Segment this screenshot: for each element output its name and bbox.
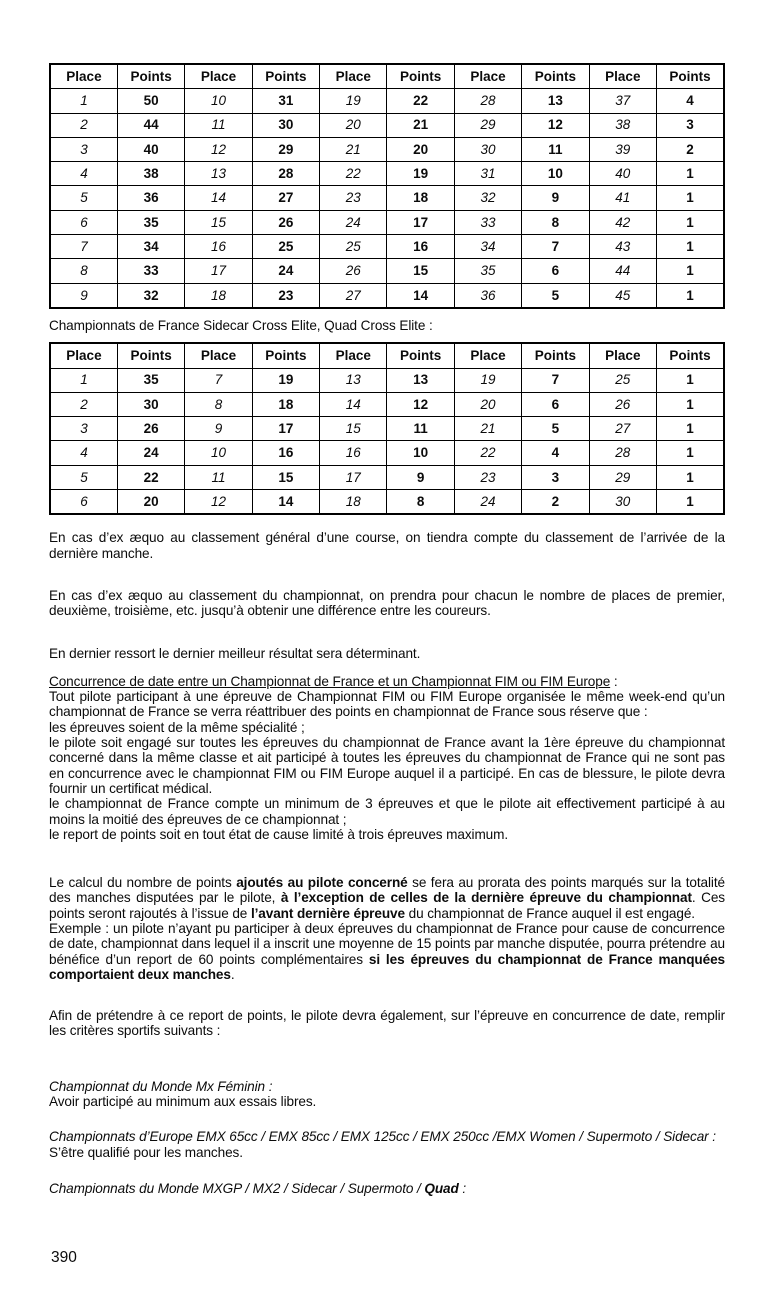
emx-criterion: S’être qualifié pour les manches. (49, 1144, 243, 1160)
paragraph-exaequo-championnat: En cas d’ex æquo au classement du championnat, on prendra pour chacun le nombre de places de premier, deuxième, troisième, etc. jusqu’à obtenir une différence entre les coureurs. (49, 587, 725, 619)
place-cell: 39 (589, 137, 656, 161)
points-cell: 50 (117, 89, 184, 113)
place-cell: 45 (589, 283, 656, 308)
points-cell: 9 (522, 186, 589, 210)
table-row (50, 89, 724, 113)
column-header: Points (252, 343, 319, 368)
table-row (50, 113, 724, 137)
points-cell: 17 (387, 210, 454, 234)
points-cell: 23 (252, 283, 319, 308)
place-cell: 11 (185, 113, 252, 137)
concurrence-clause: le report de points soit en tout état de cause limité à trois épreuves maximum. (49, 826, 509, 842)
place-cell: 25 (589, 368, 656, 392)
points-cell: 1 (657, 210, 724, 234)
text-run: l’avant dernière épreuve (250, 905, 405, 921)
place-cell: 15 (185, 210, 252, 234)
mxgp-title (49, 1181, 725, 1196)
points-cell: 38 (117, 162, 184, 186)
points-cell: 2 (657, 137, 724, 161)
emx-title: Championnats d’Europe EMX 65cc / EMX 85cc / EMX 125cc / EMX 250cc /EMX Women / Supermoto / Sidecar : (49, 1129, 716, 1145)
place-cell: 8 (50, 259, 117, 283)
points-cell: 22 (117, 465, 184, 489)
place-cell: 1 (50, 368, 117, 392)
text-run: Concurrence de date entre un Championnat de France et un Championnat FIM ou FIM Europe (49, 673, 611, 689)
points-cell: 22 (387, 89, 454, 113)
place-cell: 3 (50, 417, 117, 441)
points-cell: 10 (522, 162, 589, 186)
place-cell: 24 (320, 210, 387, 234)
points-cell: 8 (387, 490, 454, 515)
points-cell: 3 (657, 113, 724, 137)
points-cell: 6 (522, 259, 589, 283)
column-header: Points (657, 343, 724, 368)
paragraph-calcul (49, 875, 725, 921)
points-cell: 11 (522, 137, 589, 161)
place-cell: 41 (589, 186, 656, 210)
text-run: si les épreuves du championnat de France manquées comportaient deux manches (49, 951, 725, 982)
paragraph-exemple (49, 921, 725, 982)
text-run: : (610, 673, 618, 689)
column-header: Points (252, 64, 319, 89)
place-cell: 35 (454, 259, 521, 283)
points-cell: 18 (252, 392, 319, 416)
points-cell: 13 (387, 368, 454, 392)
points-cell: 1 (657, 259, 724, 283)
section-calcul-points (49, 875, 725, 982)
place-cell: 42 (589, 210, 656, 234)
points-cell: 18 (387, 186, 454, 210)
paragraph-dernier-ressort: En dernier ressort le dernier meilleur résultat sera déterminant. (49, 645, 421, 661)
group-mx-feminin (49, 1079, 725, 1110)
column-header: Points (522, 343, 589, 368)
points-cell: 26 (252, 210, 319, 234)
place-cell: 3 (50, 137, 117, 161)
page-number: 390 (51, 1249, 77, 1266)
text-run: : (458, 1180, 467, 1196)
points-cell: 12 (387, 392, 454, 416)
points-cell: 13 (522, 89, 589, 113)
place-cell: 37 (589, 89, 656, 113)
points-cell: 9 (387, 465, 454, 489)
points-cell: 19 (252, 368, 319, 392)
text-run: Quad (424, 1180, 459, 1196)
points-cell: 8 (522, 210, 589, 234)
paragraph-afin: Afin de prétendre à ce report de points, le pilote devra également, sur l’épreuve en concurrence de date, remplir les critères sportifs suivants : (49, 1008, 725, 1039)
place-cell: 17 (185, 259, 252, 283)
table-row (50, 465, 724, 489)
points-cell: 1 (657, 162, 724, 186)
points-cell: 26 (117, 417, 184, 441)
place-cell: 10 (185, 89, 252, 113)
points-cell: 29 (252, 137, 319, 161)
place-cell: 5 (50, 465, 117, 489)
column-header: Place (454, 343, 521, 368)
place-cell: 18 (185, 283, 252, 308)
points-cell: 44 (117, 113, 184, 137)
place-cell: 24 (454, 490, 521, 515)
column-header: Place (50, 64, 117, 89)
place-cell: 38 (589, 113, 656, 137)
table-row (50, 392, 724, 416)
points-cell: 17 (252, 417, 319, 441)
section-heading-concurrence (49, 674, 725, 689)
place-cell: 11 (185, 465, 252, 489)
place-cell: 13 (320, 368, 387, 392)
column-header: Place (589, 343, 656, 368)
points-cell: 30 (117, 392, 184, 416)
place-cell: 4 (50, 441, 117, 465)
points-cell: 4 (522, 441, 589, 465)
place-cell: 16 (320, 441, 387, 465)
column-header: Place (320, 343, 387, 368)
points-cell: 1 (657, 392, 724, 416)
concurrence-clause: le pilote soit engagé sur toutes les épreuves du championnat de France avant la 1ère épreuve du championnat concerné dans la même classe et ait participé à toutes les épreuves du championnat de France qui ne sont pas en concurrence avec le championnat FIM ou FIM Europe auquel il a participé. En cas de blessure, le pilote devra fournir un certificat médical. (49, 735, 725, 796)
points-cell: 5 (522, 417, 589, 441)
place-cell: 29 (589, 465, 656, 489)
text-run: Le calcul du nombre de points (49, 875, 237, 891)
section-concurrence (49, 674, 725, 842)
table-header-row (50, 64, 724, 89)
points-cell: 7 (522, 235, 589, 259)
place-cell: 8 (185, 392, 252, 416)
column-header: Points (387, 64, 454, 89)
points-cell: 40 (117, 137, 184, 161)
place-cell: 5 (50, 186, 117, 210)
place-cell: 10 (185, 441, 252, 465)
points-cell: 1 (657, 465, 724, 489)
place-cell: 17 (320, 465, 387, 489)
points-cell: 1 (657, 490, 724, 515)
points-cell: 15 (387, 259, 454, 283)
place-cell: 36 (454, 283, 521, 308)
page-content (49, 63, 725, 1196)
table-row (50, 283, 724, 308)
table-row (50, 441, 724, 465)
place-cell: 31 (454, 162, 521, 186)
concurrence-clause: Tout pilote participant à une épreuve de Championnat FIM ou FIM Europe organisée le même week-end qu’un championnat de France se verra réattribuer des points en championnat de France sous réserve que : (49, 689, 725, 720)
place-cell: 32 (454, 186, 521, 210)
points-cell: 2 (522, 490, 589, 515)
text-run: Exemple : un pilote n’ayant pu participer à deux épreuves du championnat de France pour cause de concurrence de date, championnat dans lequel il a inscrit une moyenne de 15 points par manche disputée, pourra prétendre au bénéfice d’un report de 60 points complémentaires (49, 920, 725, 967)
points-cell: 24 (117, 441, 184, 465)
place-cell: 6 (50, 490, 117, 515)
mx-feminin-criterion: Avoir participé au minimum aux essais libres. (49, 1094, 317, 1110)
place-cell: 33 (454, 210, 521, 234)
table2-caption: Championnats de France Sidecar Cross Elite, Quad Cross Elite : (49, 317, 433, 333)
points-cell: 12 (522, 113, 589, 137)
table-row (50, 368, 724, 392)
table-header-row (50, 343, 724, 368)
place-cell: 18 (320, 490, 387, 515)
place-cell: 40 (589, 162, 656, 186)
place-cell: 1 (50, 89, 117, 113)
points-cell: 7 (522, 368, 589, 392)
points-cell: 16 (387, 235, 454, 259)
group-emx (49, 1129, 725, 1160)
points-cell: 34 (117, 235, 184, 259)
table-row (50, 417, 724, 441)
column-header: Place (185, 343, 252, 368)
points-cell: 20 (387, 137, 454, 161)
place-cell: 27 (320, 283, 387, 308)
text-run: à l’exception de celles de la dernière épreuve du championnat (280, 890, 692, 906)
place-cell: 30 (454, 137, 521, 161)
table-row (50, 162, 724, 186)
place-cell: 44 (589, 259, 656, 283)
points-cell: 14 (252, 490, 319, 515)
points-cell: 1 (657, 417, 724, 441)
column-header: Place (185, 64, 252, 89)
points-cell: 14 (387, 283, 454, 308)
points-cell: 35 (117, 210, 184, 234)
points-cell: 24 (252, 259, 319, 283)
points-cell: 1 (657, 235, 724, 259)
text-run: Championnats du Monde MXGP / MX2 / Sidecar / Supermoto / (49, 1180, 425, 1196)
place-cell: 26 (320, 259, 387, 283)
points-cell: 31 (252, 89, 319, 113)
column-header: Points (117, 64, 184, 89)
concurrence-clause: les épreuves soient de la même spécialité ; (49, 719, 305, 735)
place-cell: 12 (185, 137, 252, 161)
place-cell: 29 (454, 113, 521, 137)
points-cell: 15 (252, 465, 319, 489)
points-cell: 3 (522, 465, 589, 489)
table-row (50, 490, 724, 515)
place-cell: 20 (454, 392, 521, 416)
points-cell: 33 (117, 259, 184, 283)
points-cell: 1 (657, 283, 724, 308)
mx-feminin-title: Championnat du Monde Mx Féminin : (49, 1078, 273, 1094)
table-row (50, 137, 724, 161)
points-cell: 19 (387, 162, 454, 186)
place-cell: 26 (589, 392, 656, 416)
column-header: Points (117, 343, 184, 368)
points-cell: 1 (657, 186, 724, 210)
table-row (50, 259, 724, 283)
place-cell: 21 (320, 137, 387, 161)
place-cell: 21 (454, 417, 521, 441)
place-cell: 15 (320, 417, 387, 441)
points-table-sidecar-quad (49, 342, 725, 515)
column-header: Place (589, 64, 656, 89)
place-cell: 28 (589, 441, 656, 465)
points-cell: 4 (657, 89, 724, 113)
place-cell: 4 (50, 162, 117, 186)
points-cell: 36 (117, 186, 184, 210)
place-cell: 43 (589, 235, 656, 259)
place-cell: 2 (50, 392, 117, 416)
place-cell: 28 (454, 89, 521, 113)
points-cell: 32 (117, 283, 184, 308)
table-row (50, 235, 724, 259)
place-cell: 19 (320, 89, 387, 113)
column-header: Points (522, 64, 589, 89)
points-cell: 6 (522, 392, 589, 416)
table-row (50, 210, 724, 234)
points-cell: 35 (117, 368, 184, 392)
place-cell: 6 (50, 210, 117, 234)
points-cell: 1 (657, 368, 724, 392)
text-run: du championnat de France auquel il est engagé. (404, 905, 695, 921)
place-cell: 2 (50, 113, 117, 137)
text-run: ajoutés au pilote concerné (236, 875, 408, 891)
place-cell: 22 (320, 162, 387, 186)
column-header: Points (387, 343, 454, 368)
paragraph-exaequo-course: En cas d’ex æquo au classement général d’une course, on tiendra compte du classement de l’arrivée de la dernière manche. (49, 530, 725, 561)
place-cell: 30 (589, 490, 656, 515)
points-cell: 21 (387, 113, 454, 137)
points-cell: 10 (387, 441, 454, 465)
place-cell: 12 (185, 490, 252, 515)
concurrence-clause: le championnat de France compte un minimum de 3 épreuves et que le pilote ait effectivement participé à au moins la moitié des épreuves de ce championnat ; (49, 796, 725, 827)
place-cell: 13 (185, 162, 252, 186)
place-cell: 22 (454, 441, 521, 465)
place-cell: 27 (589, 417, 656, 441)
place-cell: 7 (185, 368, 252, 392)
place-cell: 23 (320, 186, 387, 210)
column-header: Place (454, 64, 521, 89)
points-cell: 30 (252, 113, 319, 137)
points-table-general (49, 63, 725, 309)
points-cell: 27 (252, 186, 319, 210)
place-cell: 7 (50, 235, 117, 259)
place-cell: 25 (320, 235, 387, 259)
column-header: Place (320, 64, 387, 89)
points-cell: 25 (252, 235, 319, 259)
place-cell: 14 (185, 186, 252, 210)
place-cell: 14 (320, 392, 387, 416)
table-row (50, 186, 724, 210)
points-cell: 16 (252, 441, 319, 465)
place-cell: 9 (50, 283, 117, 308)
place-cell: 34 (454, 235, 521, 259)
column-header: Points (657, 64, 724, 89)
place-cell: 16 (185, 235, 252, 259)
place-cell: 23 (454, 465, 521, 489)
points-cell: 5 (522, 283, 589, 308)
points-cell: 20 (117, 490, 184, 515)
points-cell: 1 (657, 441, 724, 465)
place-cell: 20 (320, 113, 387, 137)
column-header: Place (50, 343, 117, 368)
text-run: se fera au prorata des points marqués sur la totalité des manches disputées par le pilote, (49, 875, 725, 906)
text-run: . Ces points seront rajoutés à l’issue de (49, 890, 725, 921)
points-cell: 11 (387, 417, 454, 441)
place-cell: 9 (185, 417, 252, 441)
text-run: . (230, 966, 235, 982)
place-cell: 19 (454, 368, 521, 392)
points-cell: 28 (252, 162, 319, 186)
